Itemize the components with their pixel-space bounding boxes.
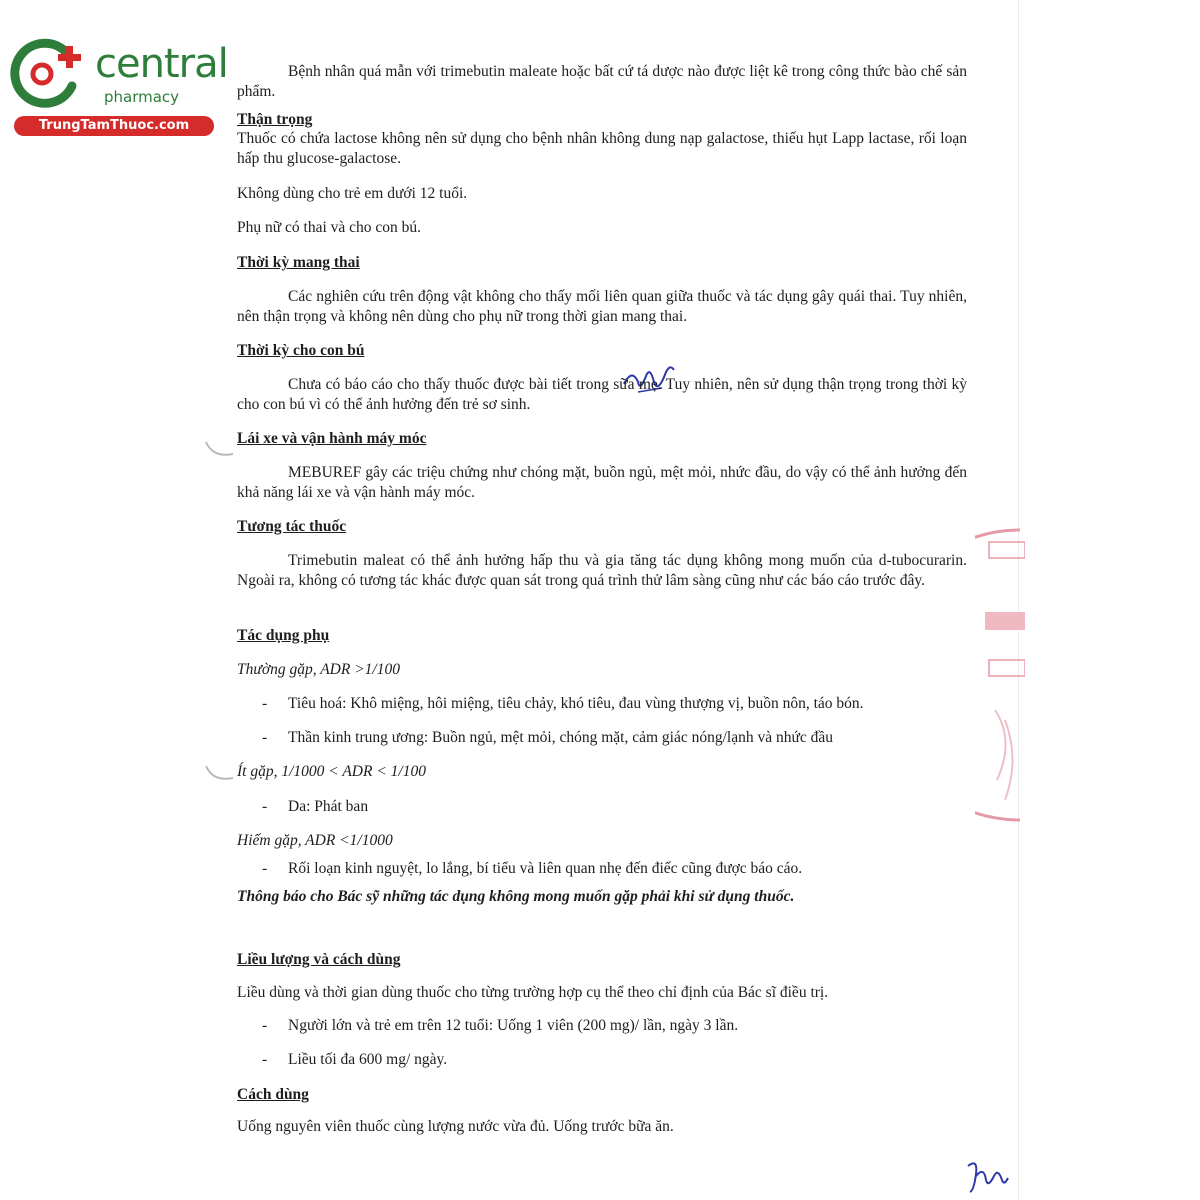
list-item-text: Liều tối đa 600 mg/ ngày. — [288, 1051, 448, 1068]
precautions-paragraph-lactose: Thuốc có chứa lactose không nên sử dụng cho bệnh nhân không dung nạp galactose, thiếu hụt Lapp lactase, rối loạn hấp thu glucose-galactose. — [237, 130, 967, 167]
driving-heading: Lái xe và vận hành máy móc — [237, 430, 427, 447]
list-bullet: - — [262, 1017, 268, 1034]
punch-hole-mark — [203, 436, 235, 462]
list-item-text: Da: Phát ban — [288, 798, 369, 815]
administration-heading: Cách dùng — [237, 1086, 309, 1103]
list-item-text: Thần kinh trung ương: Buồn ngủ, mệt mỏi, chóng mặt, cảm giác nóng/lạnh và nhức đầu — [288, 729, 834, 746]
list-bullet: - — [262, 729, 268, 746]
side-effects-heading: Tác dụng phụ — [237, 627, 330, 644]
pregnancy-paragraph: Các nghiên cứu trên động vật không cho thấy mối liên quan giữa thuốc và tác dụng gây quái thai. Tuy nhiên, nên thận trọng và không nên dùng cho phụ nữ trong thời gian mang thai. — [237, 288, 967, 325]
pregnancy-heading: Thời kỳ mang thai — [237, 254, 360, 271]
administration-paragraph: Uống nguyên viên thuốc cùng lượng nước vừa đủ. Uống trước bữa ăn. — [237, 1118, 674, 1135]
side-effects-notice: Thông báo cho Bác sỹ những tác dụng không mong muốn gặp phải khi sử dụng thuốc. — [237, 888, 795, 905]
dosage-paragraph: Liều dùng và thời gian dùng thuốc cho từng trường hợp cụ thể theo chỉ định của Bác sĩ điều trị. — [237, 984, 829, 1001]
interactions-paragraph: Trimebutin maleat có thể ảnh hưởng hấp thu và gia tăng tác dụng không mong muốn của d-tubocurarin. Ngoài ra, không có tương tác khác được quan sát trong quá trình thử lâm sàng cũng như các báo cáo trước đây. — [237, 552, 967, 589]
list-bullet: - — [262, 1051, 268, 1068]
list-bullet: - — [262, 798, 268, 815]
list-item-text: Rối loạn kinh nguyệt, lo lắng, bí tiểu và liên quan nhẹ đến điếc cũng được báo cáo. — [288, 860, 803, 877]
precautions-paragraph-pregnancy: Phụ nữ có thai và cho con bú. — [237, 219, 422, 236]
logo-website: TrungTamThuoc.com — [14, 116, 214, 136]
interactions-heading: Tương tác thuốc — [237, 518, 347, 535]
list-bullet: - — [262, 695, 268, 712]
list-item-text: Người lớn và trẻ em trên 12 tuổi: Uống 1 viên (200 mg)/ lần, ngày 3 lần. — [288, 1017, 739, 1034]
driving-paragraph: MEBUREF gây các triệu chứng như chóng mặt, buồn ngủ, mệt mỏi, nhức đầu, do vậy có thể ảnh hưởng đến khả năng lái xe và vận hành máy móc. — [237, 464, 967, 501]
precautions-heading: Thận trọng — [237, 111, 313, 128]
handwritten-initials — [962, 1156, 1010, 1196]
lactation-paragraph: Chưa có báo cáo cho thấy thuốc được bài tiết trong sữa mẹ. Tuy nhiên, nên sử dụng thận trọng trong thời kỳ cho con bú vì có thể ảnh hưởng đến trẻ sơ sinh. — [237, 376, 967, 413]
logo-subtitle: pharmacy — [104, 88, 180, 106]
page-edge — [1018, 0, 1200, 1200]
red-stamp-mark — [975, 520, 1025, 840]
lactation-heading: Thời kỳ cho con bú — [237, 342, 365, 359]
dosage-heading: Liều lượng và cách dùng — [237, 951, 401, 968]
list-bullet: - — [262, 860, 268, 877]
common-side-effects-label: Thường gặp, ADR >1/100 — [237, 661, 400, 678]
precautions-paragraph-children: Không dùng cho trẻ em dưới 12 tuổi. — [237, 185, 468, 202]
pharmacy-logo-icon — [8, 36, 90, 110]
punch-hole-mark — [203, 760, 235, 786]
rare-side-effects-label: Hiếm gặp, ADR <1/1000 — [237, 832, 393, 849]
central-pharmacy-logo — [8, 36, 228, 136]
logo-name: central — [95, 41, 228, 87]
list-item-text: Tiêu hoá: Khô miệng, hôi miệng, tiêu chảy, khó tiêu, đau vùng thượng vị, buồn nôn, táo bón. — [288, 695, 864, 712]
contraindication-paragraph: Bệnh nhân quá mẫn với trimebutin maleate hoặc bất cứ tá dược nào được liệt kê trong công thức bào chế sản phẩm. — [237, 63, 967, 100]
uncommon-side-effects-label: Ít gặp, 1/1000 < ADR < 1/100 — [237, 763, 426, 780]
